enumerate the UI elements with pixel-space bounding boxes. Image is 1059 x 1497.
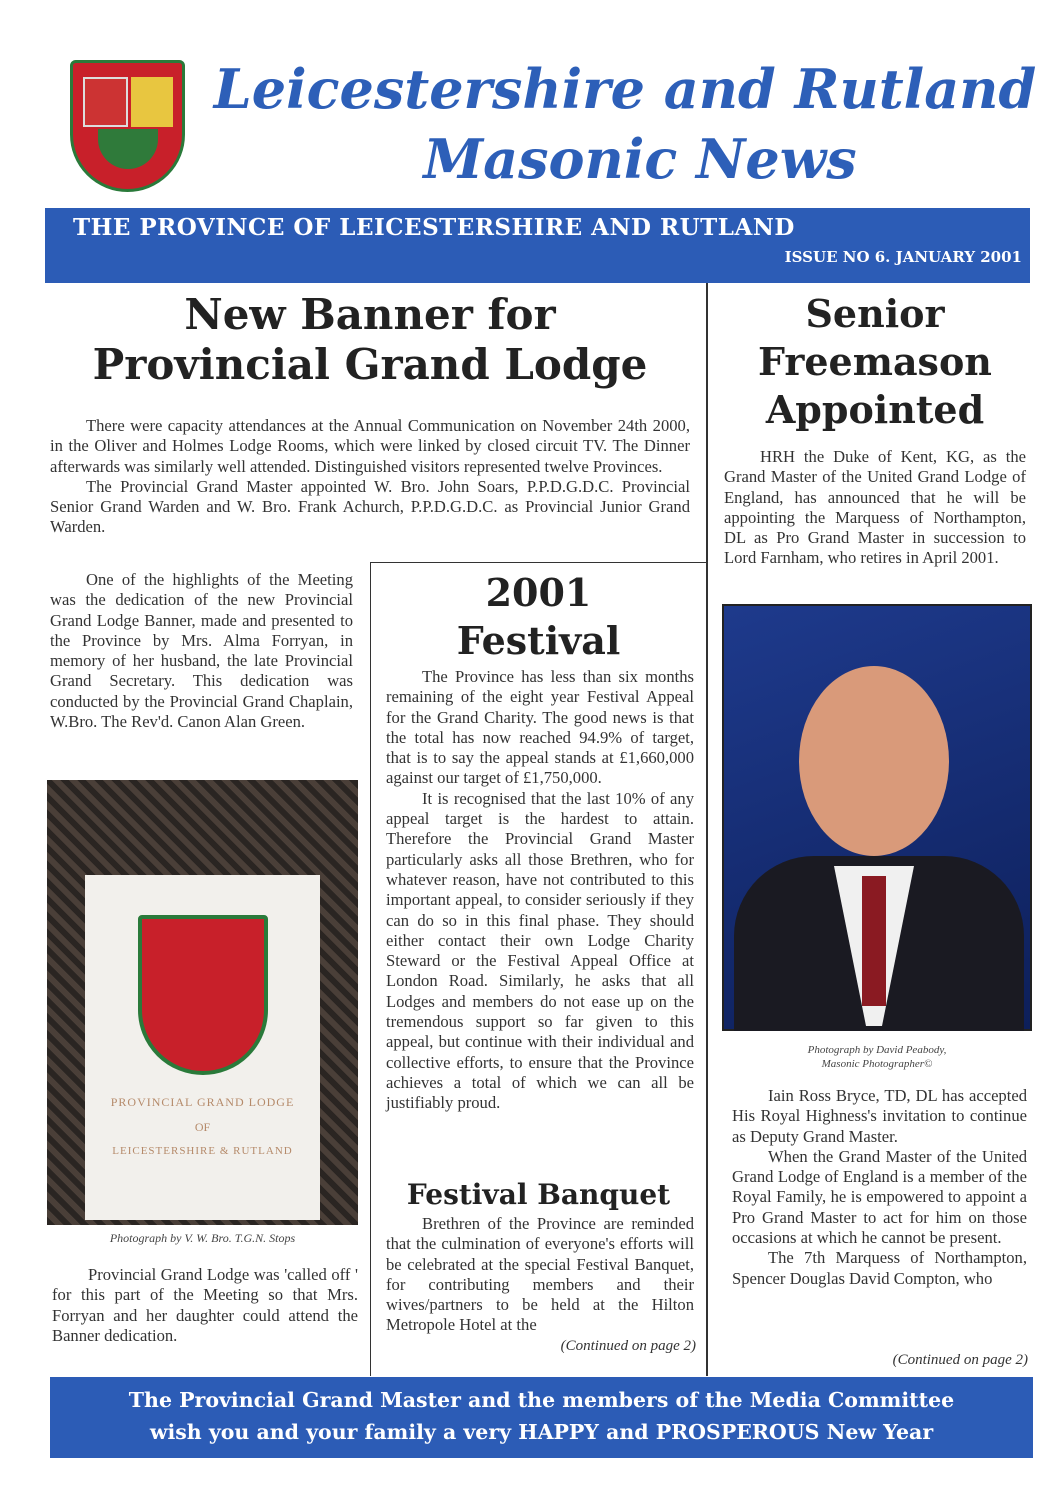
senior-intro bbox=[724, 447, 1026, 569]
senior-paragraph: HRH the Duke of Kent, KG, as the Grand Master of the United Grand Lodge of England, has announced that he will be appointing the Marquess of Northampton, DL as Pro Grand Master in succession to Lord Farnham, who retires in April 2001. bbox=[724, 447, 1026, 568]
festival-paragraph: It is recognised that the last 10% of any appeal target is the hardest to attain. Therefore the Provincial Grand Master particularly asks all those Brethren, who for whatever reason, have not contributed to this important appeal, to consider seriously if they can do so in this final phase. They should either contact their own Lodge Charity Steward or the Festival Appeal Office at London Road. Similarly, he asks that all Lodges and members do not ease up on the tremendous support so far given to this appeal, but continue with their individual and collective efforts, to ensure that the Province achieves a total of which we can all be justifiably proud. bbox=[386, 788, 694, 1113]
banner-photo-caption: Photograph by V. W. Bro. T.G.N. Stops bbox=[109, 1231, 296, 1245]
senior-paragraph: The 7th Marquess of Northampton, Spencer Douglas David Compton, who bbox=[732, 1248, 1027, 1288]
crest-logo bbox=[70, 60, 185, 192]
festival-banquet-body bbox=[386, 1214, 694, 1336]
portrait-caption-line1: Photograph by David Peabody, bbox=[807, 1044, 947, 1056]
senior-paragraph: Iain Ross Bryce, TD, DL has accepted His Royal Highness's invitation to continue as Deputy Grand Master. bbox=[732, 1086, 1027, 1146]
masthead-title-line2: Masonic News bbox=[423, 127, 857, 191]
banner-headline: New Banner for Provincial Grand Lodge bbox=[92, 290, 648, 389]
banner-text: LEICESTERSHIRE & RUTLAND bbox=[112, 1145, 293, 1157]
banner-text: OF bbox=[194, 1120, 211, 1134]
new-year-banner bbox=[50, 1377, 1033, 1458]
banner-highlights bbox=[50, 570, 353, 732]
festival-continued-link[interactable]: (Continued on page 2) bbox=[560, 1338, 696, 1354]
banner-closing bbox=[52, 1265, 358, 1346]
banner-photo bbox=[47, 780, 358, 1225]
festival-headline: Festival bbox=[456, 618, 621, 663]
banner-paragraph: The Provincial Grand Master appointed W. Bro. John Soars, P.P.D.G.D.C. Provincial Senior Grand Warden and W. Bro. Frank Achurch, P.P.D.G.D.C. as Provincial Junior Grand Warden. bbox=[50, 476, 690, 537]
masthead-bar bbox=[45, 208, 1030, 283]
senior-body bbox=[732, 1086, 1027, 1289]
festival-paragraph: Brethren of the Province are reminded that the culmination of everyone's efforts will be celebrated at the special Festival Banquet, for contributing members and their wives/partners to be held at the Hilton Metropole Hotel at the bbox=[386, 1214, 694, 1335]
new-year-line1: The Provincial Grand Master and the members of the Media Committee bbox=[128, 1388, 955, 1412]
senior-headline: Senior Freemason Appointed bbox=[758, 291, 992, 432]
banner-text: PROVINCIAL GRAND LODGE bbox=[110, 1095, 295, 1109]
banner-crest bbox=[138, 915, 268, 1075]
province-title: THE PROVINCE OF LEICESTERSHIRE AND RUTLAND bbox=[73, 214, 795, 241]
festival-banquet-subhead: Festival Banquet bbox=[406, 1178, 671, 1211]
portrait-caption-line2: Masonic Photographer© bbox=[821, 1058, 933, 1070]
festival-paragraph: The Province has less than six months remaining of the eight year Festival Appeal for the Grand Charity. The good news is that the total has now reached 94.9% of target, that is to say the appeal stands at £1,660,000 against our target of £1,750,000. bbox=[386, 667, 694, 788]
banner-paragraph: There were capacity attendances at the Annual Communication on November 24th 2000, in the Oliver and Holmes Lodge Rooms, which were linked by closed circuit TV. The Dinner afterwards was similarly well attended. Distinguished visitors represented twelve Provinces. bbox=[50, 416, 690, 476]
portrait-photo bbox=[722, 604, 1032, 1031]
masthead-title-line1: Leicestershire and Rutland bbox=[213, 57, 1037, 121]
festival-body bbox=[386, 667, 694, 1114]
banner-paragraph: One of the highlights of the Meeting was the dedication of the new Provincial Grand Lodge Banner, made and presented to the Province by Mrs. Alma Forryan, in memory of her husband, the late Provincial Grand Secretary. This dedication was conducted by the Provincial Grand Chaplain, W.Bro. The Rev'd. Canon Alan Green. bbox=[50, 570, 353, 732]
new-year-line2: wish you and your family a very HAPPY and PROSPEROUS New Year bbox=[149, 1420, 934, 1444]
festival-headline-year: 2001 bbox=[485, 570, 592, 615]
senior-continued-link[interactable]: (Continued on page 2) bbox=[892, 1352, 1028, 1368]
banner-paragraph: Provincial Grand Lodge was 'called off ' for this part of the Meeting so that Mrs. Forryan and her daughter could attend the Banner dedication. bbox=[52, 1265, 358, 1345]
banner-intro bbox=[50, 416, 690, 538]
issue-number: ISSUE NO 6. JANUARY 2001 bbox=[784, 248, 1022, 266]
senior-paragraph: When the Grand Master of the United Grand Lodge of England is a member of the Royal Family, he is empowered to appoint a Pro Grand Master to act for him on those occasions at which he cannot be present. bbox=[732, 1146, 1027, 1248]
